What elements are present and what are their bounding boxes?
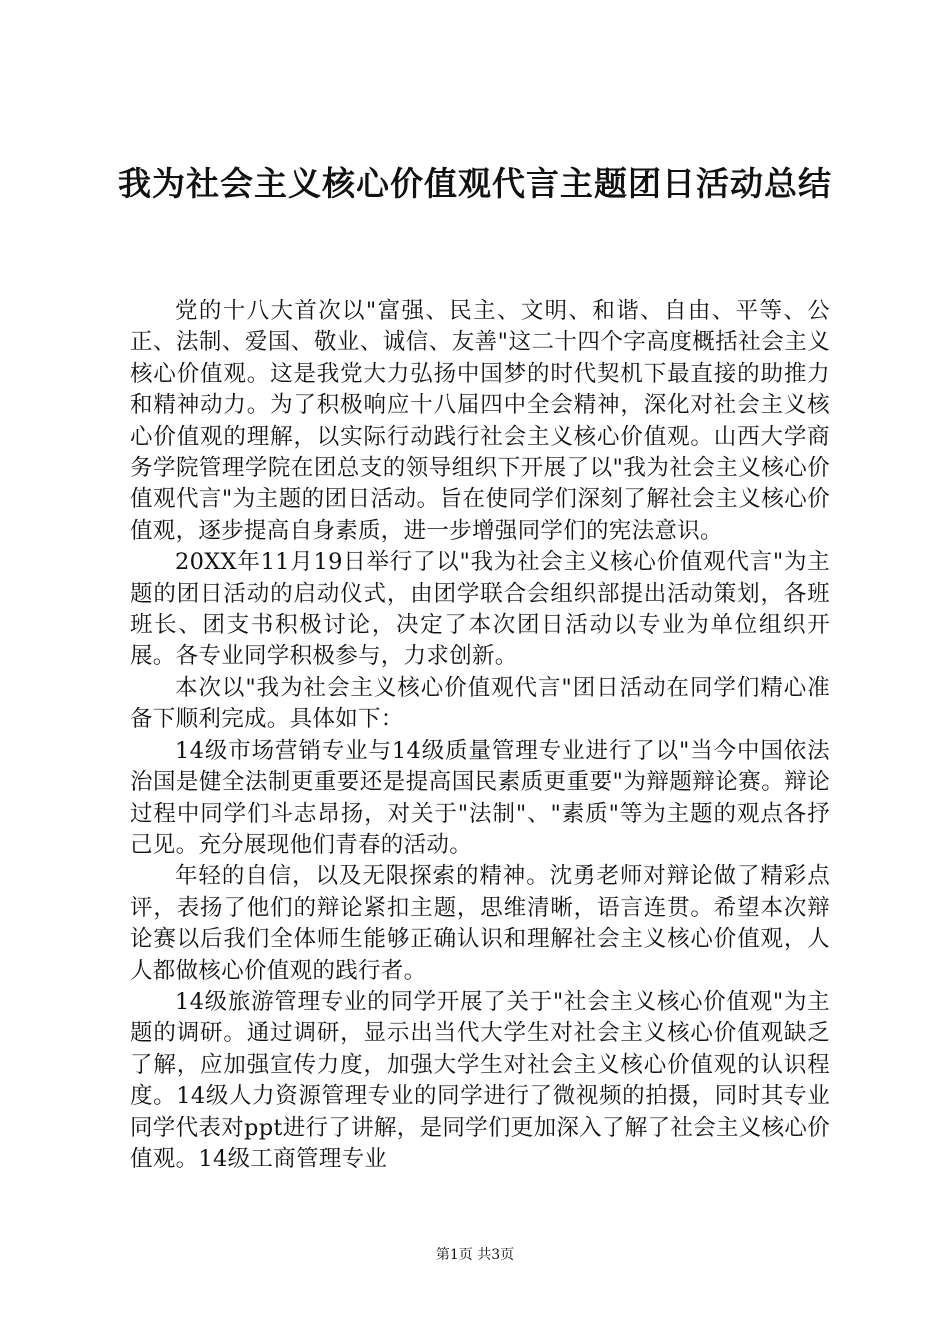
paragraph: 14级市场营销专业与14级质量管理专业进行了以"当今中国依法治国是健全法制更重要还是提高国民素质更重要"为辩题辩论赛。辩论过程中同学们斗志昂扬，对关于"法制"、"素质"等为主题的观点各抒己见。充分展现他们青春的活动。	[130, 737, 830, 858]
document-body	[130, 296, 830, 1175]
page-footer: 第1页 共3页	[435, 1247, 515, 1263]
document-title: 我为社会主义核心价值观代言主题团日活动总结	[118, 164, 832, 203]
paragraph: 党的十八大首次以"富强、民主、文明、和谐、自由、平等、公正、法制、爱国、敬业、诚信、友善"这二十四个字高度概括社会主义核心价值观。这是我党大力弘扬中国梦的时代契机下最直接的助推力和精神动力。为了积极响应十八届四中全会精神，深化对社会主义核心价值观的理解，以实际行动践行社会主义核心价值观。山西大学商务学院管理学院在团总支的领导组织下开展了以"我为社会主义核心价值观代言"为主题的团日活动。旨在使同学们深刻了解社会主义核心价值观，逐步提高自身素质，进一步增强同学们的宪法意识。	[130, 298, 830, 544]
paragraph: 年轻的自信，以及无限探索的精神。沈勇老师对辩论做了精彩点评，表扬了他们的辩论紧扣主题，思维清晰，语言连贯。希望本次辩论赛以后我们全体师生能够正确认识和理解社会主义核心价值观，人人都做核心价值观的践行者。	[130, 863, 830, 984]
paragraph: 本次以"我为社会主义核心价值观代言"团日活动在同学们精心准备下顺利完成。具体如下：	[130, 674, 830, 733]
paragraph: 20XX年11月19日举行了以"我为社会主义核心价值观代言"为主题的团日活动的启动仪式，由团学联合会组织部提出活动策划，各班班长、团支书积极讨论，决定了本次团日活动以专业为单位组织开展。各专业同学积极参与，力求创新。	[130, 549, 830, 670]
paragraph: 14级旅游管理专业的同学开展了关于"社会主义核心价值观"为主题的调研。通过调研，显示出当代大学生对社会主义核心价值观缺乏了解，应加强宣传力度，加强大学生对社会主义核心价值观的认识程度。14级人力资源管理专业的同学进行了微视频的拍摄，同时其专业同学代表对ppt进行了讲解，是同学们更加深入了解了社会主义核心价值观。14级工商管理专业	[130, 988, 830, 1172]
